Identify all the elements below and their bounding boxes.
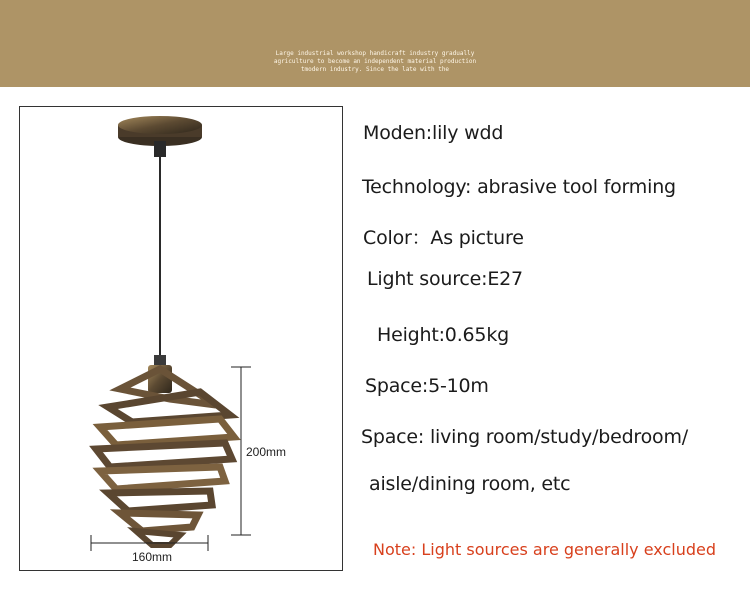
spec-space-range: Space:5-10m [365, 375, 489, 397]
spec-color: Color：As picture [363, 227, 524, 249]
pendant-lamp-illustration [20, 107, 342, 570]
spiral-cage [96, 369, 234, 545]
width-dimension-line [91, 535, 208, 551]
spec-height: Height:0.65kg [377, 324, 509, 346]
header-banner [0, 0, 750, 87]
spec-space-rooms-line2: aisle/dining room, etc [369, 473, 571, 495]
spec-space-rooms-line1: Space: living room/study/bedroom/ [361, 426, 688, 448]
width-dimension-label: 160mm [132, 550, 173, 564]
product-photo-frame [19, 106, 343, 571]
spec-light-source: Light source:E27 [367, 268, 523, 290]
height-dimension-label: 200mm [246, 445, 287, 459]
spec-technology: Technology: abrasive tool forming [362, 176, 676, 198]
spec-model: Moden:lily wdd [363, 122, 504, 144]
banner-caption: Large industrial workshop handicraft industry gradually agriculture to become an independent material production tmodern industry. Since the late with the [273, 50, 477, 73]
note-light-sources-excluded: Note: Light sources are generally excluded [373, 540, 716, 559]
ceiling-canopy [118, 116, 202, 157]
